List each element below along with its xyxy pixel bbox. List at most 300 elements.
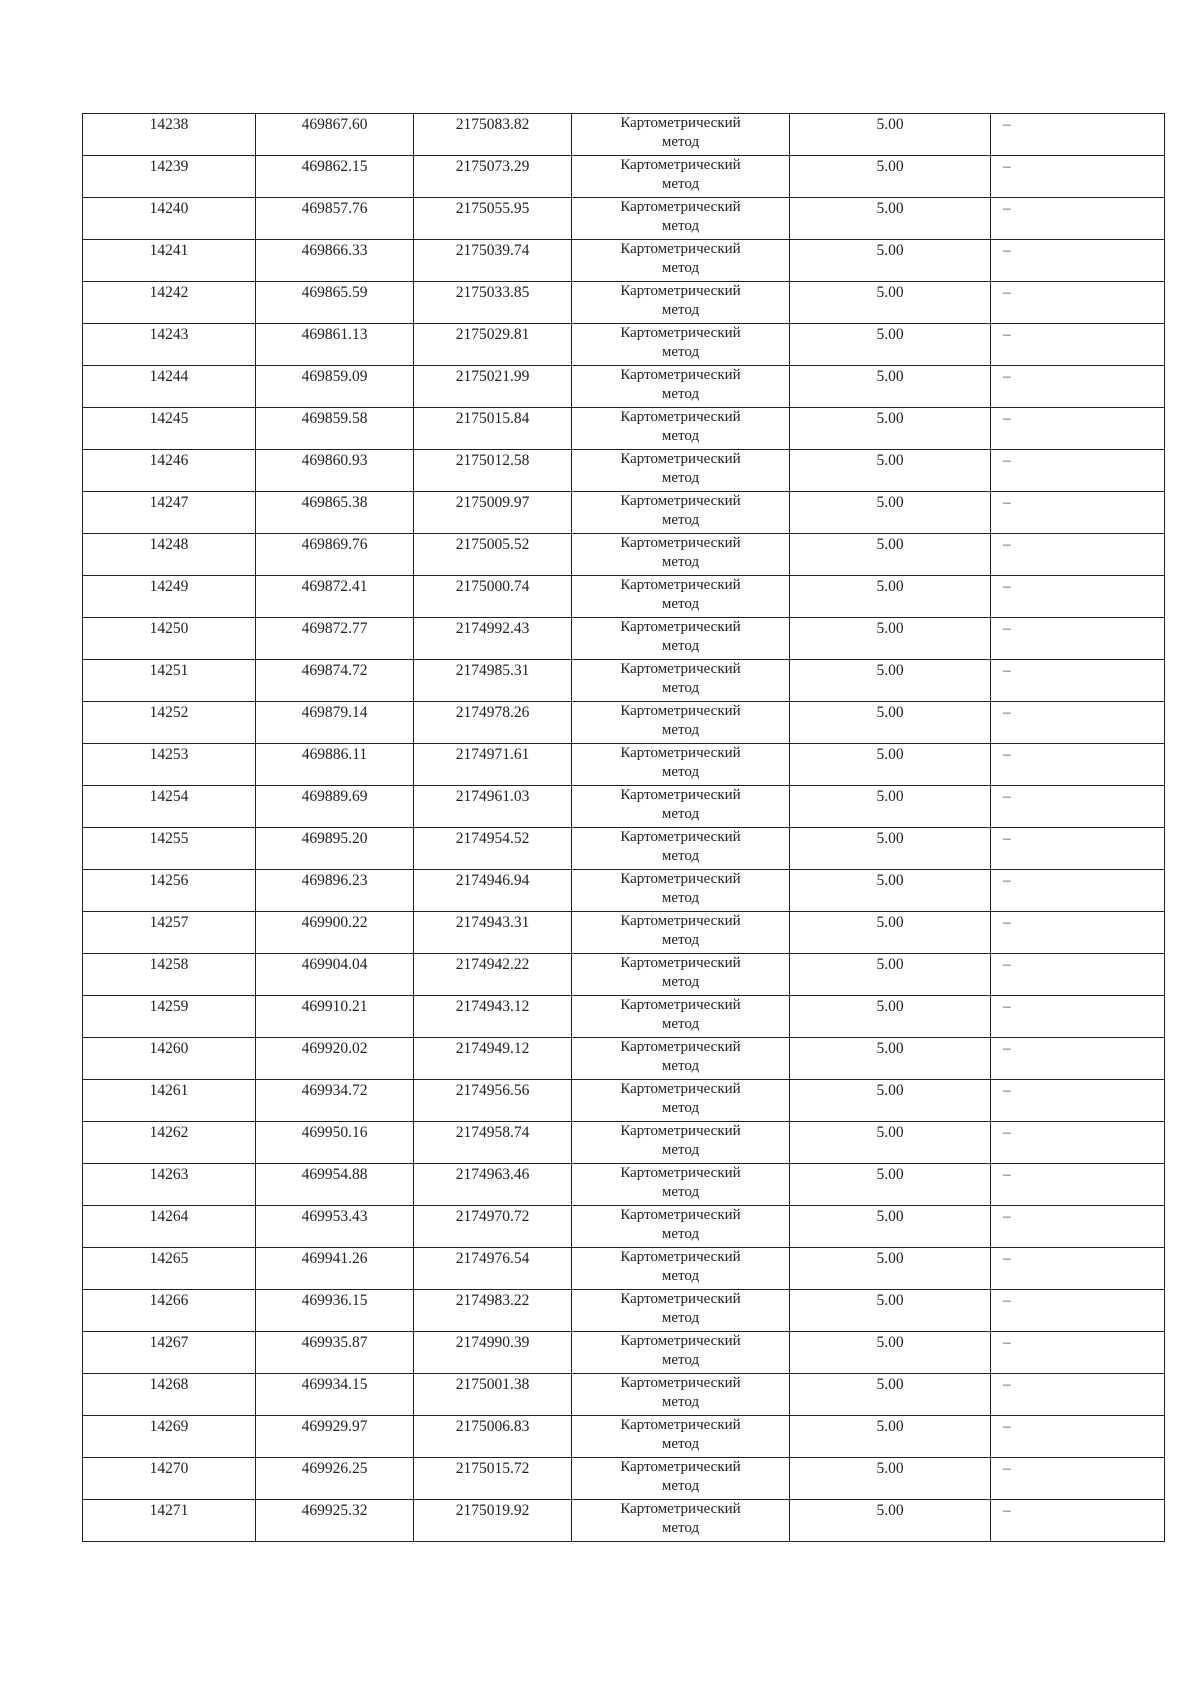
accuracy-cell: 5.00 — [790, 240, 991, 282]
accuracy-cell: 5.00 — [790, 1500, 991, 1542]
table-row — [83, 408, 1165, 450]
accuracy-cell: 5.00 — [790, 1332, 991, 1374]
y-coordinate-cell: 2175009.97 — [414, 492, 572, 534]
y-coordinate-cell: 2174992.43 — [414, 618, 572, 660]
table-row — [83, 1458, 1165, 1500]
method-line-2: метод — [661, 1436, 700, 1452]
point-number-cell: 14253 — [83, 744, 256, 786]
method-cell — [572, 828, 790, 870]
method-line-1: Картометрический — [620, 493, 741, 509]
point-number-cell: 14271 — [83, 1500, 256, 1542]
accuracy-cell: 5.00 — [790, 996, 991, 1038]
method-line-2: метод — [661, 1394, 700, 1410]
table-row — [83, 1038, 1165, 1080]
method-line-1: Картометрический — [620, 115, 741, 131]
method-line-1: Картометрический — [620, 871, 741, 887]
note-cell: – — [991, 324, 1165, 366]
point-number-cell: 14242 — [83, 282, 256, 324]
method-cell — [572, 1290, 790, 1332]
method-line-1: Картометрический — [620, 409, 741, 425]
method-cell — [572, 240, 790, 282]
y-coordinate-cell: 2174943.31 — [414, 912, 572, 954]
method-cell — [572, 786, 790, 828]
x-coordinate-cell: 469950.16 — [256, 1122, 414, 1164]
method-line-2: метод — [661, 134, 700, 150]
method-line-1: Картометрический — [620, 619, 741, 635]
method-line-1: Картометрический — [620, 1081, 741, 1097]
x-coordinate-cell: 469896.23 — [256, 870, 414, 912]
accuracy-cell: 5.00 — [790, 366, 991, 408]
method-cell — [572, 576, 790, 618]
method-line-2: метод — [661, 1184, 700, 1200]
accuracy-cell: 5.00 — [790, 114, 991, 156]
y-coordinate-cell: 2174946.94 — [414, 870, 572, 912]
table-row — [83, 114, 1165, 156]
point-number-cell: 14270 — [83, 1458, 256, 1500]
point-number-cell: 14248 — [83, 534, 256, 576]
accuracy-cell: 5.00 — [790, 1206, 991, 1248]
table-row — [83, 1500, 1165, 1542]
note-cell: – — [991, 618, 1165, 660]
note-cell: – — [991, 534, 1165, 576]
point-number-cell: 14239 — [83, 156, 256, 198]
note-cell: – — [991, 1374, 1165, 1416]
method-cell — [572, 996, 790, 1038]
table-row — [83, 282, 1165, 324]
method-line-2: метод — [661, 890, 700, 906]
method-line-2: метод — [661, 1142, 700, 1158]
y-coordinate-cell: 2175039.74 — [414, 240, 572, 282]
point-number-cell: 14258 — [83, 954, 256, 996]
method-line-1: Картометрический — [620, 661, 741, 677]
method-cell — [572, 660, 790, 702]
note-cell: – — [991, 156, 1165, 198]
note-cell: – — [991, 198, 1165, 240]
method-cell — [572, 366, 790, 408]
method-line-2: метод — [661, 302, 700, 318]
x-coordinate-cell: 469936.15 — [256, 1290, 414, 1332]
x-coordinate-cell: 469859.09 — [256, 366, 414, 408]
x-coordinate-cell: 469941.26 — [256, 1248, 414, 1290]
method-line-1: Картометрический — [620, 1165, 741, 1181]
accuracy-cell: 5.00 — [790, 1290, 991, 1332]
method-cell — [572, 198, 790, 240]
y-coordinate-cell: 2175055.95 — [414, 198, 572, 240]
method-line-1: Картометрический — [620, 787, 741, 803]
method-line-2: метод — [661, 470, 700, 486]
note-cell: – — [991, 282, 1165, 324]
note-cell: – — [991, 1038, 1165, 1080]
x-coordinate-cell: 469954.88 — [256, 1164, 414, 1206]
table-row — [83, 240, 1165, 282]
y-coordinate-cell: 2175015.84 — [414, 408, 572, 450]
x-coordinate-cell: 469860.93 — [256, 450, 414, 492]
table-row — [83, 702, 1165, 744]
note-cell: – — [991, 1080, 1165, 1122]
note-cell: – — [991, 1416, 1165, 1458]
method-cell — [572, 1080, 790, 1122]
x-coordinate-cell: 469920.02 — [256, 1038, 414, 1080]
y-coordinate-cell: 2175073.29 — [414, 156, 572, 198]
point-number-cell: 14247 — [83, 492, 256, 534]
x-coordinate-cell: 469910.21 — [256, 996, 414, 1038]
method-line-1: Картометрический — [620, 1333, 741, 1349]
table-row — [83, 828, 1165, 870]
coordinates-table-body — [83, 114, 1165, 1542]
method-cell — [572, 1500, 790, 1542]
method-cell — [572, 954, 790, 996]
y-coordinate-cell: 2175083.82 — [414, 114, 572, 156]
method-cell — [572, 1416, 790, 1458]
accuracy-cell: 5.00 — [790, 702, 991, 744]
accuracy-cell: 5.00 — [790, 156, 991, 198]
table-row — [83, 450, 1165, 492]
accuracy-cell: 5.00 — [790, 1164, 991, 1206]
table-row — [83, 786, 1165, 828]
y-coordinate-cell: 2175012.58 — [414, 450, 572, 492]
point-number-cell: 14254 — [83, 786, 256, 828]
point-number-cell: 14238 — [83, 114, 256, 156]
table-row — [83, 1248, 1165, 1290]
accuracy-cell: 5.00 — [790, 1416, 991, 1458]
method-line-1: Картометрический — [620, 241, 741, 257]
method-cell — [572, 1122, 790, 1164]
y-coordinate-cell: 2174963.46 — [414, 1164, 572, 1206]
point-number-cell: 14240 — [83, 198, 256, 240]
method-line-2: метод — [661, 1352, 700, 1368]
accuracy-cell: 5.00 — [790, 828, 991, 870]
point-number-cell: 14249 — [83, 576, 256, 618]
accuracy-cell: 5.00 — [790, 786, 991, 828]
note-cell: – — [991, 786, 1165, 828]
method-line-1: Картометрический — [620, 1039, 741, 1055]
y-coordinate-cell: 2175000.74 — [414, 576, 572, 618]
method-cell — [572, 912, 790, 954]
x-coordinate-cell: 469900.22 — [256, 912, 414, 954]
x-coordinate-cell: 469886.11 — [256, 744, 414, 786]
note-cell: – — [991, 408, 1165, 450]
y-coordinate-cell: 2175001.38 — [414, 1374, 572, 1416]
point-number-cell: 14263 — [83, 1164, 256, 1206]
accuracy-cell: 5.00 — [790, 408, 991, 450]
point-number-cell: 14246 — [83, 450, 256, 492]
table-row — [83, 534, 1165, 576]
x-coordinate-cell: 469889.69 — [256, 786, 414, 828]
method-cell — [572, 1164, 790, 1206]
point-number-cell: 14264 — [83, 1206, 256, 1248]
method-line-2: метод — [661, 260, 700, 276]
method-cell — [572, 408, 790, 450]
method-line-2: метод — [661, 512, 700, 528]
table-row — [83, 744, 1165, 786]
method-line-1: Картометрический — [620, 1501, 741, 1517]
method-cell — [572, 744, 790, 786]
x-coordinate-cell: 469862.15 — [256, 156, 414, 198]
method-line-1: Картометрический — [620, 997, 741, 1013]
method-cell — [572, 450, 790, 492]
y-coordinate-cell: 2174983.22 — [414, 1290, 572, 1332]
y-coordinate-cell: 2174990.39 — [414, 1332, 572, 1374]
method-line-2: метод — [661, 1478, 700, 1494]
method-cell — [572, 156, 790, 198]
accuracy-cell: 5.00 — [790, 744, 991, 786]
note-cell: – — [991, 870, 1165, 912]
method-cell — [572, 1038, 790, 1080]
y-coordinate-cell: 2174961.03 — [414, 786, 572, 828]
table-row — [83, 492, 1165, 534]
method-cell — [572, 1206, 790, 1248]
y-coordinate-cell: 2174978.26 — [414, 702, 572, 744]
point-number-cell: 14255 — [83, 828, 256, 870]
x-coordinate-cell: 469934.15 — [256, 1374, 414, 1416]
method-line-2: метод — [661, 1058, 700, 1074]
note-cell: – — [991, 1458, 1165, 1500]
table-row — [83, 1206, 1165, 1248]
table-row — [83, 576, 1165, 618]
table-row — [83, 1122, 1165, 1164]
table-row — [83, 954, 1165, 996]
method-line-2: метод — [661, 1100, 700, 1116]
accuracy-cell: 5.00 — [790, 282, 991, 324]
note-cell: – — [991, 1290, 1165, 1332]
method-cell — [572, 702, 790, 744]
table-row — [83, 870, 1165, 912]
y-coordinate-cell: 2174943.12 — [414, 996, 572, 1038]
x-coordinate-cell: 469934.72 — [256, 1080, 414, 1122]
accuracy-cell: 5.00 — [790, 660, 991, 702]
x-coordinate-cell: 469869.76 — [256, 534, 414, 576]
y-coordinate-cell: 2175033.85 — [414, 282, 572, 324]
method-line-2: метод — [661, 554, 700, 570]
table-row — [83, 366, 1165, 408]
x-coordinate-cell: 469895.20 — [256, 828, 414, 870]
y-coordinate-cell: 2174971.61 — [414, 744, 572, 786]
method-line-2: метод — [661, 1268, 700, 1284]
accuracy-cell: 5.00 — [790, 618, 991, 660]
method-line-2: метод — [661, 428, 700, 444]
y-coordinate-cell: 2175019.92 — [414, 1500, 572, 1542]
x-coordinate-cell: 469874.72 — [256, 660, 414, 702]
note-cell: – — [991, 702, 1165, 744]
note-cell: – — [991, 996, 1165, 1038]
y-coordinate-cell: 2175005.52 — [414, 534, 572, 576]
method-cell — [572, 1332, 790, 1374]
table-row — [83, 660, 1165, 702]
method-line-1: Картометрический — [620, 1249, 741, 1265]
accuracy-cell: 5.00 — [790, 198, 991, 240]
y-coordinate-cell: 2174949.12 — [414, 1038, 572, 1080]
method-cell — [572, 1248, 790, 1290]
method-cell — [572, 1458, 790, 1500]
table-row — [83, 156, 1165, 198]
x-coordinate-cell: 469872.77 — [256, 618, 414, 660]
method-line-1: Картометрический — [620, 283, 741, 299]
note-cell: – — [991, 1164, 1165, 1206]
accuracy-cell: 5.00 — [790, 1374, 991, 1416]
method-line-1: Картометрический — [620, 1123, 741, 1139]
x-coordinate-cell: 469867.60 — [256, 114, 414, 156]
accuracy-cell: 5.00 — [790, 534, 991, 576]
x-coordinate-cell: 469929.97 — [256, 1416, 414, 1458]
note-cell: – — [991, 1500, 1165, 1542]
method-line-2: метод — [661, 1226, 700, 1242]
accuracy-cell: 5.00 — [790, 1038, 991, 1080]
point-number-cell: 14265 — [83, 1248, 256, 1290]
method-line-2: метод — [661, 764, 700, 780]
method-line-2: метод — [661, 596, 700, 612]
y-coordinate-cell: 2174976.54 — [414, 1248, 572, 1290]
accuracy-cell: 5.00 — [790, 1080, 991, 1122]
note-cell: – — [991, 240, 1165, 282]
method-line-2: метод — [661, 806, 700, 822]
y-coordinate-cell: 2175006.83 — [414, 1416, 572, 1458]
point-number-cell: 14262 — [83, 1122, 256, 1164]
note-cell: – — [991, 828, 1165, 870]
method-line-1: Картометрический — [620, 913, 741, 929]
y-coordinate-cell: 2174956.56 — [414, 1080, 572, 1122]
method-line-1: Картометрический — [620, 703, 741, 719]
method-line-2: метод — [661, 176, 700, 192]
method-line-1: Картометрический — [620, 577, 741, 593]
point-number-cell: 14241 — [83, 240, 256, 282]
coordinates-table — [82, 113, 1165, 1542]
method-line-2: метод — [661, 344, 700, 360]
x-coordinate-cell: 469904.04 — [256, 954, 414, 996]
note-cell: – — [991, 366, 1165, 408]
note-cell: – — [991, 1248, 1165, 1290]
method-line-1: Картометрический — [620, 451, 741, 467]
point-number-cell: 14251 — [83, 660, 256, 702]
x-coordinate-cell: 469925.32 — [256, 1500, 414, 1542]
method-line-1: Картометрический — [620, 745, 741, 761]
method-cell — [572, 1374, 790, 1416]
method-line-2: метод — [661, 722, 700, 738]
note-cell: – — [991, 1122, 1165, 1164]
x-coordinate-cell: 469935.87 — [256, 1332, 414, 1374]
method-cell — [572, 324, 790, 366]
x-coordinate-cell: 469926.25 — [256, 1458, 414, 1500]
table-row — [83, 1290, 1165, 1332]
method-line-1: Картометрический — [620, 1417, 741, 1433]
method-line-1: Картометрический — [620, 1459, 741, 1475]
accuracy-cell: 5.00 — [790, 912, 991, 954]
method-line-2: метод — [661, 680, 700, 696]
table-row — [83, 1332, 1165, 1374]
method-cell — [572, 114, 790, 156]
x-coordinate-cell: 469865.38 — [256, 492, 414, 534]
method-cell — [572, 492, 790, 534]
note-cell: – — [991, 1332, 1165, 1374]
point-number-cell: 14266 — [83, 1290, 256, 1332]
point-number-cell: 14261 — [83, 1080, 256, 1122]
note-cell: – — [991, 744, 1165, 786]
table-row — [83, 912, 1165, 954]
note-cell: – — [991, 660, 1165, 702]
method-line-1: Картометрический — [620, 157, 741, 173]
table-row — [83, 618, 1165, 660]
note-cell: – — [991, 576, 1165, 618]
x-coordinate-cell: 469953.43 — [256, 1206, 414, 1248]
point-number-cell: 14244 — [83, 366, 256, 408]
point-number-cell: 14260 — [83, 1038, 256, 1080]
method-cell — [572, 618, 790, 660]
method-line-1: Картометрический — [620, 1375, 741, 1391]
method-line-2: метод — [661, 386, 700, 402]
method-cell — [572, 534, 790, 576]
point-number-cell: 14250 — [83, 618, 256, 660]
method-line-1: Картометрический — [620, 1291, 741, 1307]
y-coordinate-cell: 2175015.72 — [414, 1458, 572, 1500]
y-coordinate-cell: 2174942.22 — [414, 954, 572, 996]
x-coordinate-cell: 469872.41 — [256, 576, 414, 618]
method-line-2: метод — [661, 1310, 700, 1326]
method-line-1: Картометрический — [620, 1207, 741, 1223]
y-coordinate-cell: 2174958.74 — [414, 1122, 572, 1164]
method-line-2: метод — [661, 1520, 700, 1536]
table-row — [83, 324, 1165, 366]
accuracy-cell: 5.00 — [790, 576, 991, 618]
point-number-cell: 14256 — [83, 870, 256, 912]
method-line-1: Картометрический — [620, 955, 741, 971]
accuracy-cell: 5.00 — [790, 492, 991, 534]
point-number-cell: 14259 — [83, 996, 256, 1038]
note-cell: – — [991, 1206, 1165, 1248]
method-line-2: метод — [661, 218, 700, 234]
accuracy-cell: 5.00 — [790, 1248, 991, 1290]
method-line-2: метод — [661, 1016, 700, 1032]
method-cell — [572, 282, 790, 324]
method-line-1: Картометрический — [620, 367, 741, 383]
note-cell: – — [991, 492, 1165, 534]
accuracy-cell: 5.00 — [790, 954, 991, 996]
method-cell — [572, 870, 790, 912]
table-row — [83, 1080, 1165, 1122]
method-line-1: Картометрический — [620, 199, 741, 215]
x-coordinate-cell: 469861.13 — [256, 324, 414, 366]
table-row — [83, 1164, 1165, 1206]
accuracy-cell: 5.00 — [790, 1122, 991, 1164]
table-row — [83, 996, 1165, 1038]
table-row — [83, 1416, 1165, 1458]
table-row — [83, 198, 1165, 240]
y-coordinate-cell: 2175021.99 — [414, 366, 572, 408]
table-row — [83, 1374, 1165, 1416]
x-coordinate-cell: 469859.58 — [256, 408, 414, 450]
method-line-1: Картометрический — [620, 325, 741, 341]
point-number-cell: 14257 — [83, 912, 256, 954]
y-coordinate-cell: 2175029.81 — [414, 324, 572, 366]
note-cell: – — [991, 954, 1165, 996]
y-coordinate-cell: 2174954.52 — [414, 828, 572, 870]
method-line-2: метод — [661, 974, 700, 990]
accuracy-cell: 5.00 — [790, 1458, 991, 1500]
y-coordinate-cell: 2174985.31 — [414, 660, 572, 702]
method-line-1: Картометрический — [620, 829, 741, 845]
point-number-cell: 14252 — [83, 702, 256, 744]
point-number-cell: 14269 — [83, 1416, 256, 1458]
point-number-cell: 14268 — [83, 1374, 256, 1416]
x-coordinate-cell: 469866.33 — [256, 240, 414, 282]
point-number-cell: 14245 — [83, 408, 256, 450]
method-line-2: метод — [661, 848, 700, 864]
note-cell: – — [991, 450, 1165, 492]
point-number-cell: 14267 — [83, 1332, 256, 1374]
note-cell: – — [991, 114, 1165, 156]
x-coordinate-cell: 469865.59 — [256, 282, 414, 324]
accuracy-cell: 5.00 — [790, 324, 991, 366]
accuracy-cell: 5.00 — [790, 450, 991, 492]
note-cell: – — [991, 912, 1165, 954]
